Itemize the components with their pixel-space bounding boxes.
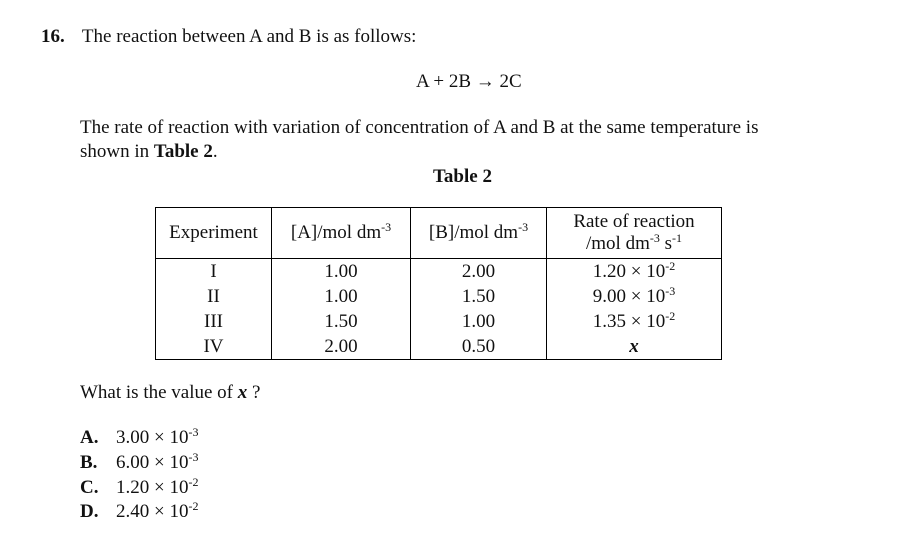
header-rate-exp2: -1 — [672, 231, 683, 245]
cell-conc-a: 1.00 — [272, 259, 411, 285]
cell-rate — [547, 309, 722, 334]
rate-base: 1.20 × 10 — [592, 261, 666, 282]
option-value-base: 3.00 × 10 — [116, 427, 189, 448]
intro-table-ref: Table 2 — [153, 141, 213, 162]
header-experiment-label: Experiment — [169, 222, 258, 243]
cell-conc-b: 2.00 — [411, 259, 547, 285]
option-letter: B. — [80, 452, 98, 473]
reaction-equation: A + 2B → 2C — [416, 71, 522, 92]
option-value-exp: -3 — [188, 425, 199, 439]
question-prompt — [80, 382, 260, 404]
table-header-row — [156, 208, 722, 259]
rate-unknown-x: x — [629, 336, 639, 357]
table-row — [156, 334, 722, 360]
header-experiment — [156, 208, 272, 259]
header-conc-b — [411, 208, 547, 259]
cell-conc-b: 0.50 — [411, 334, 547, 360]
intro-prefix: shown in — [80, 141, 154, 162]
cell-conc-a: 1.00 — [272, 284, 411, 309]
option-value-base: 6.00 × 10 — [116, 452, 189, 473]
option-letter: A. — [80, 427, 99, 448]
table-row — [156, 309, 722, 334]
header-conc-a — [272, 208, 411, 259]
cell-rate — [547, 259, 722, 285]
option-letter: C. — [80, 477, 99, 498]
intro-suffix: . — [212, 141, 218, 162]
table-caption: Table 2 — [433, 166, 492, 187]
rate-exp: -3 — [665, 284, 676, 298]
option-letter: D. — [80, 501, 99, 522]
header-rate-unit-b: s — [659, 233, 673, 254]
header-rate-unit-a: /mol dm — [585, 233, 650, 254]
cell-conc-a: 2.00 — [272, 334, 411, 360]
table-row — [156, 259, 722, 285]
prompt-suffix: ? — [247, 382, 261, 403]
question-header — [41, 26, 416, 48]
header-conc-b-label: [B]/mol dm — [428, 222, 519, 243]
rate-exp: -2 — [665, 259, 676, 273]
cell-conc-b: 1.00 — [411, 309, 547, 334]
question-number: 16. — [41, 26, 65, 47]
rate-base: 1.35 × 10 — [592, 311, 666, 332]
cell-experiment: I — [156, 259, 272, 285]
option-value-base: 2.40 × 10 — [116, 501, 189, 522]
rate-base: 9.00 × 10 — [592, 286, 666, 307]
option-b[interactable] — [80, 452, 198, 474]
header-rate-exp1: -3 — [649, 231, 660, 245]
option-value-exp: -3 — [188, 450, 199, 464]
cell-experiment: II — [156, 284, 272, 309]
cell-rate-unknown — [547, 334, 722, 360]
option-c[interactable] — [80, 477, 198, 499]
cell-conc-a: 1.50 — [272, 309, 411, 334]
table-row — [156, 284, 722, 309]
header-conc-a-label: [A]/mol dm — [290, 222, 382, 243]
header-rate — [547, 208, 722, 259]
header-conc-b-exp: -3 — [518, 220, 529, 234]
option-value-base: 1.20 × 10 — [116, 477, 189, 498]
header-conc-a-exp: -3 — [381, 220, 392, 234]
option-value-exp: -2 — [188, 475, 199, 489]
prompt-prefix: What is the value of — [80, 382, 238, 403]
intro-line-1: The rate of reaction with variation of concentration of A and B at the same temperature is — [80, 117, 759, 138]
option-d[interactable] — [80, 501, 198, 523]
cell-experiment: IV — [156, 334, 272, 360]
rate-exp: -2 — [665, 309, 676, 323]
option-a[interactable] — [80, 427, 198, 449]
cell-conc-b: 1.50 — [411, 284, 547, 309]
header-rate-line1: Rate of reaction — [573, 211, 695, 232]
option-value-exp: -2 — [188, 499, 199, 513]
cell-experiment: III — [156, 309, 272, 334]
prompt-variable: x — [237, 382, 248, 403]
cell-rate — [547, 284, 722, 309]
header-rate-line2 — [547, 233, 721, 255]
rate-table — [155, 207, 722, 360]
question-stem: The reaction between A and B is as follows: — [81, 26, 417, 47]
intro-line-2 — [80, 141, 218, 163]
